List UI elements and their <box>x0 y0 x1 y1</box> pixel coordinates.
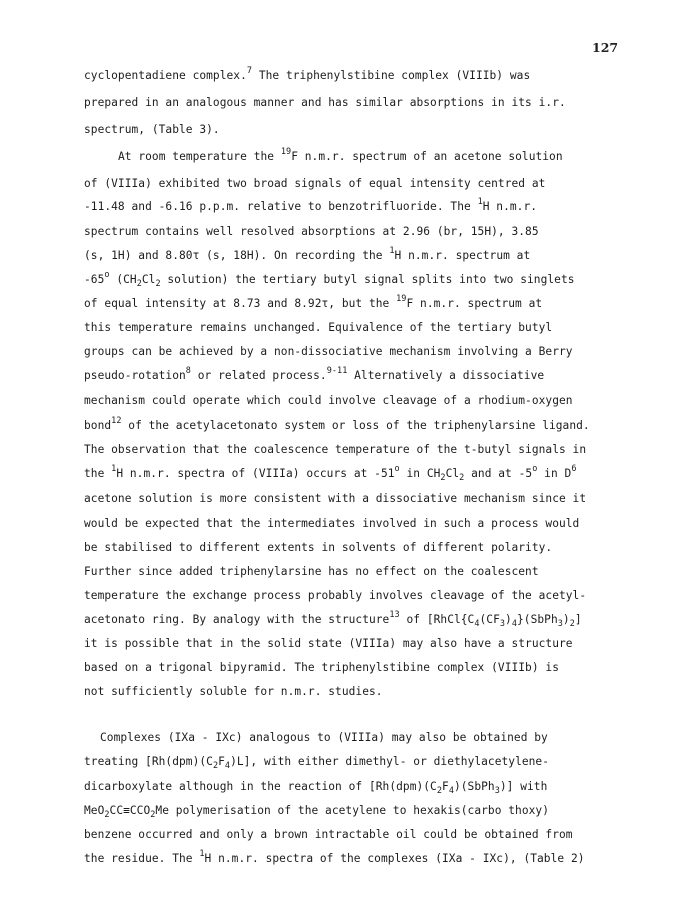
text-run: At room temperature the <box>118 150 281 163</box>
text-run: and at -5 <box>464 467 533 480</box>
page-number: 127 <box>592 40 619 55</box>
text-line <box>84 176 545 192</box>
text-line <box>84 851 585 867</box>
superscript: 7 <box>246 66 253 76</box>
text-run: not sufficiently soluble for n.m.r. studies. <box>84 685 383 698</box>
text-line <box>84 95 566 111</box>
text-line <box>84 368 544 384</box>
text-run: The triphenylstibine complex (VIIIb) was <box>252 69 531 82</box>
text-run: -65 <box>84 273 105 286</box>
text-run: in D <box>537 467 572 480</box>
text-line <box>84 660 559 676</box>
text-run: this temperature remains unchanged. Equivalence of the tertiary butyl <box>84 321 553 334</box>
subscript: 3 <box>494 786 500 796</box>
text-run: the <box>84 467 112 480</box>
text-line <box>84 122 220 138</box>
text-line <box>84 199 537 215</box>
subscript: 2 <box>436 786 443 796</box>
text-run: of (VIIIa) exhibited two broad signals of equal intensity centred at <box>84 177 546 190</box>
text-run: temperature the exchange process probably involves cleavage of the acetyl- <box>84 589 587 602</box>
text-run: pseudo-rotation <box>84 369 186 382</box>
text-run: Further since added triphenylarsine has no effect on the coalescent <box>84 565 539 578</box>
text-line <box>84 684 383 700</box>
text-run: Cl <box>445 467 460 480</box>
text-run: prepared in an analogous manner and has similar absorptions in its i.r. <box>84 96 566 109</box>
text-line <box>84 272 575 288</box>
text-line <box>84 588 586 604</box>
text-run: or related process. <box>190 369 327 382</box>
text-run: be stabilised to different extents in solvents of different polarity. <box>84 541 553 554</box>
text-line <box>84 418 590 434</box>
text-run: (CF <box>479 613 500 626</box>
text-run: )(SbPh <box>453 780 495 793</box>
text-line <box>84 803 549 819</box>
text-line <box>84 466 576 482</box>
subscript: 2 <box>440 473 446 483</box>
text-run: F n.m.r. spectrum of an acetone solution <box>291 150 563 163</box>
text-run: Complexes (IXa - IXc) analogous to (VIIIa) may also be obtained by <box>100 731 548 744</box>
superscript: 1 <box>111 464 117 474</box>
text-run: of the acetylacetonato system or loss of the triphenylarsine ligand. <box>121 419 590 432</box>
text-run: ) <box>505 613 512 626</box>
superscript: o <box>104 270 110 280</box>
superscript: 1 <box>389 246 395 256</box>
text-run: )L], with either dimethyl- or diethylacetylene- <box>230 755 549 768</box>
text-run: in CH <box>399 467 441 480</box>
subscript: 2 <box>212 761 219 771</box>
text-run: of equal intensity at 8.73 and 8.92τ, but the <box>84 297 397 310</box>
text-run: cyclopentadiene complex. <box>84 69 247 82</box>
text-run: spectrum, (Table 3). <box>84 123 220 136</box>
superscript: 6 <box>571 464 577 474</box>
text-line <box>84 344 573 360</box>
text-line <box>84 296 542 312</box>
subscript: 2 <box>569 619 575 629</box>
subscript: 4 <box>224 761 231 771</box>
text-run: H n.m.r. spectra of (VIIIa) occurs at -51 <box>116 467 395 480</box>
text-run: )] with <box>499 780 548 793</box>
text-line <box>84 636 573 652</box>
text-run: -11.48 and -6.16 p.p.m. relative to benzotrifluoride. The <box>84 200 478 213</box>
text-run: Me polymerisation of the acetylene to hexakis(carbo thoxy) <box>155 804 549 817</box>
superscript: 8 <box>185 366 191 376</box>
text-line <box>118 149 563 165</box>
text-line <box>84 320 552 336</box>
text-line <box>84 442 586 458</box>
subscript: 2 <box>136 279 142 289</box>
text-line <box>84 224 539 240</box>
text-run: (s, 1H) and 8.80τ (s, 18H). On recording the <box>84 249 390 262</box>
text-run: Alternatively a dissociative <box>347 369 545 382</box>
subscript: 3 <box>557 619 563 629</box>
text-line <box>84 754 549 770</box>
text-run: ] <box>574 613 582 626</box>
text-run: MeO <box>84 804 105 817</box>
subscript: 3 <box>499 619 506 629</box>
text-run: dicarboxylate although in the reaction of [Rh(dpm)(C <box>84 780 437 793</box>
text-line <box>100 730 548 746</box>
text-run: treating [Rh(dpm)(C <box>84 755 213 768</box>
text-run: H n.m.r. <box>482 200 538 213</box>
text-line <box>84 564 539 580</box>
superscript: 1 <box>199 849 205 859</box>
text-run: ) <box>562 613 570 626</box>
text-run: (CH <box>109 273 137 286</box>
text-line <box>84 612 582 628</box>
subscript: 4 <box>511 619 518 629</box>
subscript: 4 <box>474 619 480 629</box>
text-run: would be expected that the intermediates involved in such a process would <box>84 517 580 530</box>
text-line <box>84 779 547 795</box>
superscript: 19 <box>396 294 407 304</box>
text-run: acetone solution is more consistent with a dissociative mechanism since it <box>84 492 587 505</box>
superscript: o <box>394 464 400 474</box>
superscript: 9-11 <box>326 366 348 376</box>
superscript: o <box>532 464 538 474</box>
text-run: spectrum contains well resolved absorptions at 2.96 (br, 15H), 3.85 <box>84 225 539 238</box>
text-line <box>84 68 530 84</box>
text-run: based on a trigonal bipyramid. The triphenylstibine complex (VIIIb) is <box>84 661 559 674</box>
text-line <box>84 516 579 532</box>
text-run: F n.m.r. spectrum at <box>406 297 543 310</box>
text-run: bond <box>84 419 112 432</box>
superscript: 13 <box>389 610 400 620</box>
text-run: F <box>218 755 225 768</box>
text-run: F <box>442 780 449 793</box>
text-line <box>84 248 530 264</box>
text-run: of [RhCl{C <box>399 613 475 626</box>
superscript: 19 <box>280 147 292 157</box>
text-run: benzene occurred and only a brown intractable oil could be obtained from <box>84 828 573 841</box>
text-run: The observation that the coalescence temperature of the t-butyl signals in <box>84 443 587 456</box>
superscript: 1 <box>477 197 483 207</box>
text-line <box>84 827 573 843</box>
subscript: 2 <box>104 810 110 820</box>
text-run: acetonato ring. By analogy with the structure <box>84 613 390 626</box>
text-line <box>84 393 573 409</box>
text-run: H n.m.r. spectrum at <box>394 249 531 262</box>
text-run: Cl <box>141 273 156 286</box>
text-run: groups can be achieved by a non-dissociative mechanism involving a Berry <box>84 345 573 358</box>
text-run: it is possible that in the solid state (VIIIa) may also have a structure <box>84 637 573 650</box>
text-run: H n.m.r. spectra of the complexes (IXa - IXc), (Table 2) <box>204 852 585 865</box>
text-run: CC≡CCO <box>109 804 151 817</box>
text-line <box>84 491 586 507</box>
text-run: the residue. The <box>84 852 200 865</box>
text-run: solution) the tertiary butyl signal splits into two singlets <box>160 273 575 286</box>
subscript: 4 <box>448 786 454 796</box>
subscript: 2 <box>150 810 156 820</box>
text-run: }(SbPh <box>517 613 558 626</box>
superscript: 12 <box>111 416 122 426</box>
subscript: 2 <box>155 279 161 289</box>
text-run: mechanism could operate which could involve cleavage of a rhodium-oxygen <box>84 394 573 407</box>
text-line <box>84 540 552 556</box>
subscript: 2 <box>459 473 465 483</box>
